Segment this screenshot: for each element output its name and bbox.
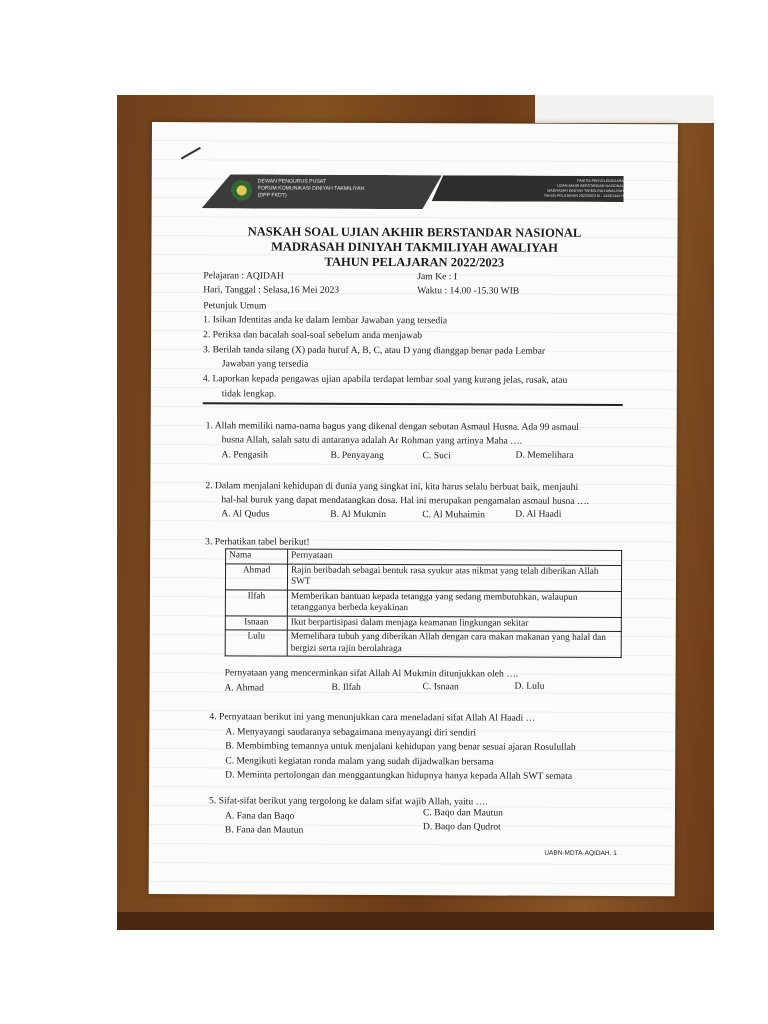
row-statement: Ikut berpartisipasi dalam menjaga keamanan lingkungan sekitar [287, 616, 621, 632]
page-footer-code: UABN-MDTA-AQIDAH. 1 [544, 849, 617, 858]
exam-paper [149, 122, 678, 896]
table-row [225, 630, 621, 658]
committee-name [464, 178, 624, 199]
question-3: 3. Perhatikan tabel berikut! [205, 536, 310, 548]
row-statement: Rajin beribadah sebagai bentuk rasa syukur atas nikmat yang telah diberikan Allah SWT [287, 564, 621, 591]
time-field: Waktu : 14.00 -15.30 WIB [417, 285, 520, 297]
committee-line-1: PANITIA PENYELENGGARA [577, 178, 624, 184]
session-field: Jam Ke : I [417, 271, 458, 283]
row-name: Ilfah [225, 589, 287, 615]
q1-option-a: A. Pengasih [221, 449, 268, 461]
q3-option-c: C. Isnaan [422, 681, 459, 693]
table-row [225, 563, 621, 591]
instruction-item: 4. Laporkan kepada pengawas ujian apabila terdapat lembar soal yang kurang jelas, rusak, atau [202, 373, 568, 386]
q5-option-c: C. Baqo dan Mautun [422, 807, 503, 819]
question-2: 2. Dalam menjalani kehidupan di dunia yang singkat ini, kita harus selalu berbuat baik, menjauhi [205, 480, 579, 493]
row-name: Lulu [225, 630, 287, 656]
question-3-prompt: Pernyataan yang mencerminkan sifat Allah Al Mukmin ditunjukkan oleh …. [224, 667, 519, 680]
org-line-1: DEWAN PENGURUS PUSAT [257, 178, 327, 185]
question-4: 4. Pernyataan berikut ini yang menunjukkan cara meneladani sifat Allah Al Haadi … [209, 711, 536, 724]
q5-option-a: A. Fana dan Baqo [224, 810, 295, 822]
background-paper [535, 95, 714, 123]
question-1: 1. Allah memiliki nama-nama bagus yang dikenal dengan sebutan Asmaul Husna. Ada 99 asmaul [205, 420, 579, 433]
q4-option-d: D. Meminta pertolongan dan menggantungkan hidupnya hanya kepada Allah SWT semata [225, 769, 573, 782]
q3-option-d: D. Lulu [514, 680, 545, 692]
q4-option-a: A. Menyayangi saudaranya sebagaimana menyayangi diri sendiri [225, 726, 477, 739]
row-name: Isnaan [225, 615, 287, 630]
instruction-item-cont: Jawaban yang tersedia [221, 358, 309, 370]
question-1-cont: husna Allah, salah satu di antaranya adalah Ar Rohman yang artinya Maha …. [221, 434, 523, 447]
statement-table [225, 548, 622, 658]
q2-option-b: B. Al Mukmin [330, 508, 387, 521]
instruction-item-cont: tidak lengkap. [221, 388, 277, 400]
q1-option-c: C. Suci [422, 450, 451, 462]
committee-line-3: MADRASAH DINIYAH TAKMILIYAH AWALIYAH [547, 188, 624, 194]
q5-option-d: D. Baqo dan Qudrot [422, 821, 501, 833]
fkdt-logo-icon [232, 180, 252, 200]
q1-option-d: D. Memelihara [515, 449, 574, 461]
exam-title-line-1: NASKAH SOAL UJIAN AKHIR BERSTANDAR NASIONAL [247, 224, 582, 240]
col-header-statement: Pernyataan [288, 549, 622, 565]
date-field: Hari, Tanggal : Selasa,16 Mei 2023 [203, 284, 340, 296]
instruction-item: 3. Berilah tanda silang (X) pada huruf A, B, C, atau D yang dianggap benar pada Lembar [202, 344, 546, 357]
header-banner [202, 174, 624, 210]
q2-option-c: C. Al Muhaimin [422, 509, 485, 521]
exam-title-line-3: TAHUN PELAJARAN 2022/2023 [324, 254, 505, 270]
row-statement: Memberikan bantuan kepada tetangga yang sedang membutuhkan, walaupun tetangganya berbeda keyakinan [287, 590, 621, 617]
question-2-cont: hal-hal buruk yang dapat mendatangkan dosa. Hal ini merupakan pengamalan asmaul husna …. [221, 494, 590, 507]
q5-option-b: B. Fana dan Mautun [224, 824, 304, 836]
q4-option-c: C. Mengikuti kegiatan ronda malam yang sudah dijadwalkan bersama [225, 755, 494, 768]
q2-option-d: D. Al Haadi [515, 508, 562, 520]
q1-option-b: B. Penyayang [330, 449, 384, 462]
instructions-heading: Petunjuk Umum [203, 300, 267, 312]
col-header-name: Nama [226, 549, 288, 564]
table-row [225, 589, 621, 617]
org-line-2: FORUM KOMUNIKASI DINIYAH TAKMILIYAH [257, 185, 365, 192]
subject-field: Pelajaran : AQIDAH [203, 270, 284, 282]
row-name: Ahmad [225, 563, 287, 589]
committee-line-4: TAHUN PELAJARAN 2022/2023 M - 1443/1444 H [543, 193, 624, 199]
q3-option-b: B. Ilfah [331, 681, 361, 693]
instruction-item: 1. Isikan Identitas anda ke dalam lembar Jawaban yang tersedia [203, 314, 448, 327]
organization-name [258, 178, 365, 199]
committee-line-2: UJIAN AKHIR BERSTANDAR NASIONAL [557, 183, 624, 189]
question-5: 5. Sifat-sifat berikut yang tergolong ke dalam sifat wajib Allah, yaitu …. [209, 795, 488, 808]
q4-option-b: B. Membimbing temannya untuk menjalani kehidupan yang benar sesuai ajaran Rosulullah [225, 740, 576, 753]
row-statement: Memelihara tubuh yang diberikan Allah dengan cara makan makanan yang halal dan bergizi serta rajin berolahraga [287, 630, 621, 657]
exam-title-line-2: MADRASAH DINIYAH TAKMILIYAH AWALIYAH [271, 239, 558, 255]
instruction-item: 2. Periksa dan bacalah soal-soal sebelum anda menjawab [203, 329, 423, 342]
q3-option-a: A. Ahmad [224, 682, 265, 694]
q2-option-a: A. Al Qudus [221, 508, 270, 520]
org-line-3: (DPP FKDT) [257, 192, 287, 199]
desk-edge [117, 912, 714, 930]
